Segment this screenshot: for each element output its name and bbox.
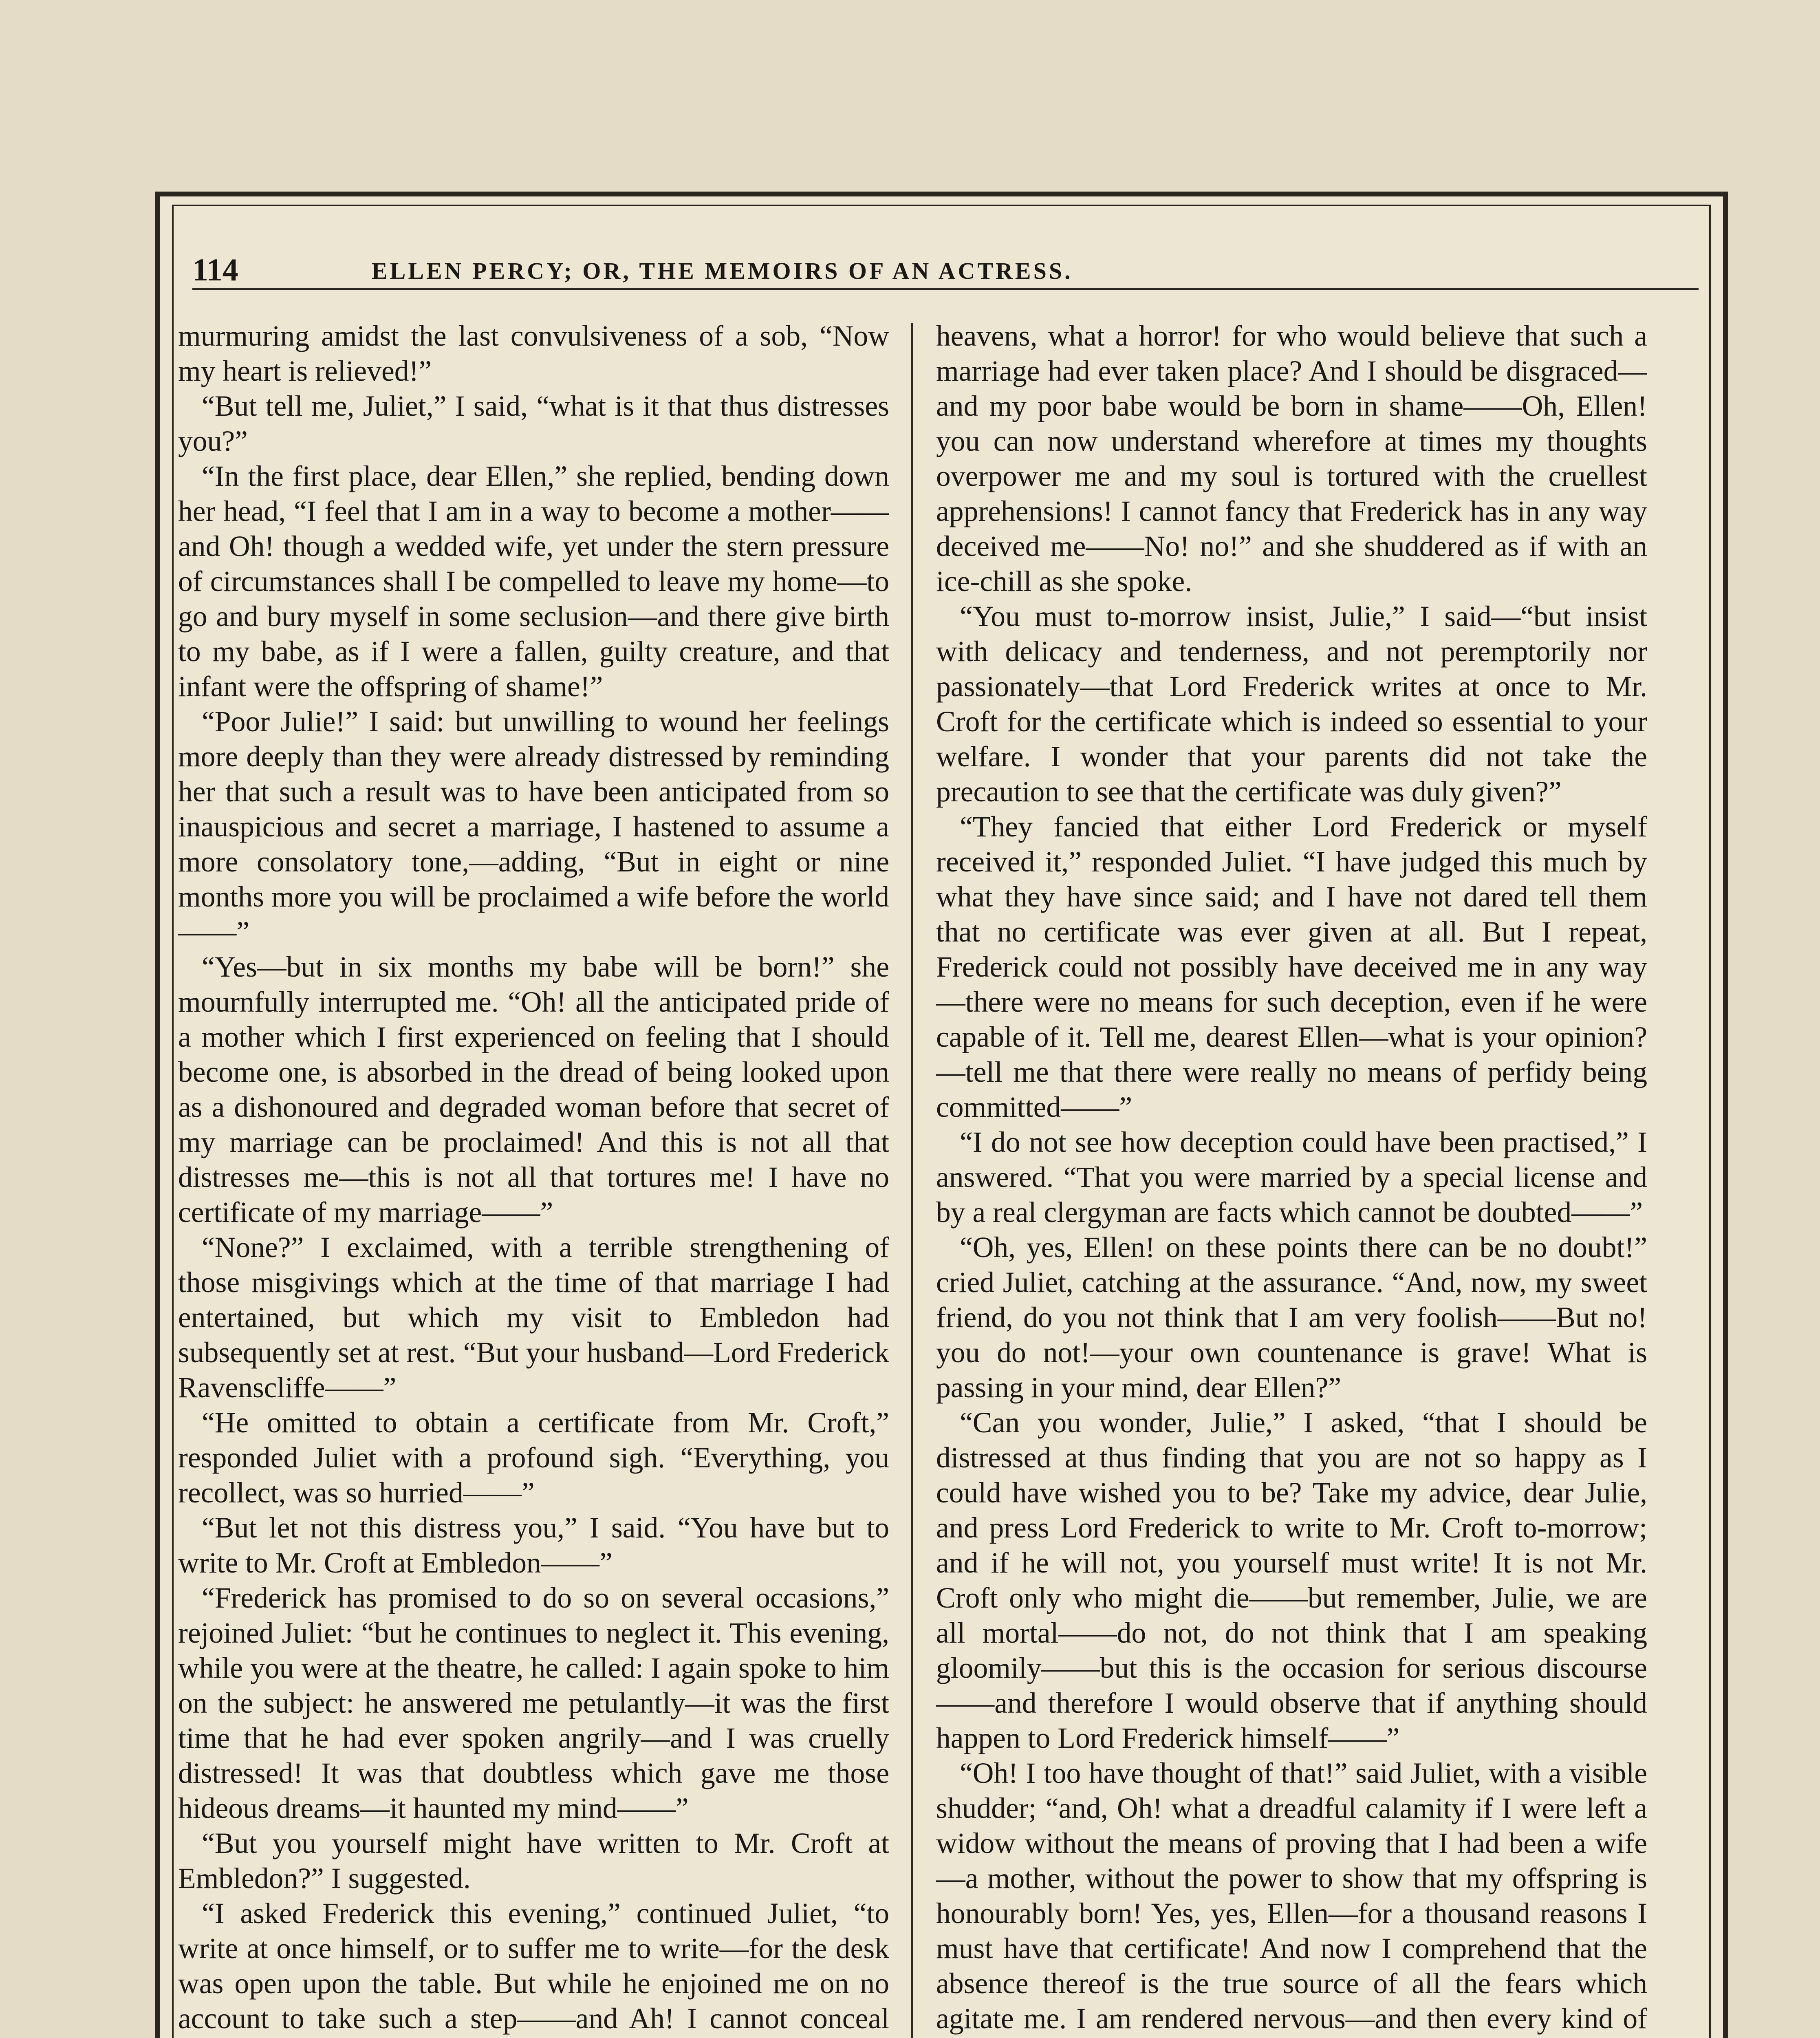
paragraph: “Can you wonder, Julie,” I asked, “that I should be distressed at thus finding that you are not so happy as I could have wished you to be? Take my advice, dear Julie, and press Lord Frederick to write to Mr. Croft to-morrow; and if he will not, you yourself must write! It is not Mr. Croft only who might die——but remember, Julie, we are all mortal——do not, do not think that I am speaking gloomily——but this is the occasion for serious discourse——and therefore I would observe that if anything should happen to Lord Frederick himself——” (936, 1407, 1647, 1754)
right-column (936, 319, 1647, 2038)
paragraph: murmuring amidst the last convulsiveness of a sob, “Now my heart is relieved!” (178, 320, 889, 387)
paragraph: “Oh! I too have thought of that!” said Juliet, with a visible shudder; “and, Oh! what a dreadful calamity if I were left a widow without the means of proving that I had been a wife—a mother, without the power to show that my offspring is honourably born! Yes, yes, Ellen—for a thousand reasons I must have that certificate! And now I comprehend that the absence thereof is the true source of all the fears which agitate me. I am rendered nervous—and then every kind of (936, 1757, 1647, 2035)
page-number: 114 (192, 252, 238, 287)
paragraph: “Oh, yes, Ellen! on these points there can be no doubt!” cried Juliet, catching at the assurance. “And, now, my sweet friend, do you not think that I am very foolish——But no! you do not!—your own countenance is grave! What is passing in your mind, dear Ellen?” (936, 1231, 1647, 1404)
paragraph: “But you yourself might have written to Mr. Croft at Embledon?” I suggested. (178, 1827, 889, 1895)
column-divider (911, 323, 913, 2038)
paragraph: “He omitted to obtain a certificate from Mr. Croft,” responded Juliet with a profound sigh. “Everything, you recollect, was so hurried——” (178, 1407, 889, 1509)
running-title: ELLEN PERCY; OR, THE MEMOIRS OF AN ACTRESS. (372, 258, 1073, 284)
paragraph: “None?” I exclaimed, with a terrible strengthening of those misgivings which at the time of that marriage I had entertained, but which my visit to Embledon had subsequently set at rest. “But your husband—Lord Frederick Ravenscliffe——” (178, 1231, 889, 1404)
paragraph: “Poor Julie!” I said: but unwilling to wound her feelings more deeply than they were already distressed by reminding her that such a result was to have been anticipated from so inauspicious and secret a marriage, I hastened to assume a more consolatory tone,—adding, “But in eight or nine months more you will be proclaimed a wife before the world——” (178, 706, 889, 948)
paragraph: “But let not this distress you,” I said. “You have but to write to Mr. Croft at Embledon——” (178, 1512, 889, 1579)
paragraph: “Frederick has promised to do so on several occasions,” rejoined Juliet: “but he continues to neglect it. This evening, while you were at the theatre, he called: I again spoke to him on the subject: he answered me petulantly—it was the first time that he had ever spoken angrily—and I was cruelly distressed! It was that doubtless which gave me those hideous dreams—it haunted my mind——” (178, 1582, 889, 1824)
paragraph: “In the first place, dear Ellen,” she replied, bending down her head, “I feel that I am in a way to become a mother——and Oh! though a wedded wife, yet under the stern pressure of circumstances shall I be compelled to leave my home—to go and bury myself in some seclusion—and there give birth to my babe, as if I were a fallen, guilty creature, and that infant were the offspring of shame!” (178, 460, 889, 703)
paragraph: “They fancied that either Lord Frederick or myself received it,” responded Juliet. “I have judged this much by what they have since said; and I have not dared tell them that no certificate was ever given at all. But I repeat, Frederick could not possibly have deceived me in any way—there were no means for such deception, even if he were capable of it. Tell me, dearest Ellen—what is your opinion?—tell me that there were really no means of perfidy being committed——” (936, 811, 1647, 1123)
book-page (155, 192, 1728, 2038)
left-column (178, 319, 889, 2038)
paragraph: “I do not see how deception could have been practised,” I answered. “That you were married by a special license and by a real clergyman are facts which cannot be doubted——” (936, 1126, 1647, 1229)
page-header (192, 251, 1699, 290)
paragraph: “Yes—but in six months my babe will be born!” she mournfully interrupted me. “Oh! all the anticipated pride of a mother which I first experienced on feeling that I should become one, is absorbed in the dread of being looked upon as a dishonoured and degraded woman before that secret of my marriage can be proclaimed! And this is not all that distresses me—this is not all that tortures me! I have no certificate of my marriage——” (178, 951, 889, 1229)
paragraph: “I asked Frederick this evening,” continued Juliet, “to write at once himself, or to suffer me to write—for the desk was open upon the table. But while he enjoined me on no account to take such a step——and Ah! I cannot conceal (178, 1897, 889, 2035)
paragraph: “You must to-morrow insist, Julie,” I said—“but insist with delicacy and tenderness, and not peremptorily nor passionately—that Lord Frederick writes at once to Mr. Croft for the certificate which is indeed so essential to your welfare. I wonder that your parents did not take the precaution to see that the certificate was duly given?” (936, 600, 1647, 808)
paragraph: heavens, what a horror! for who would believe that such a marriage had ever taken place? And I should be disgraced—and my poor babe would be born in shame——Oh, Ellen! you can now understand wherefore at times my thoughts overpower me and my soul is tortured with the cruellest apprehensions! I cannot fancy that Frederick has in any way deceived me——No! no!” and she shuddered as if with an ice-chill as she spoke. (936, 320, 1647, 598)
paragraph: “But tell me, Juliet,” I said, “what is it that thus distresses you?” (178, 390, 889, 457)
